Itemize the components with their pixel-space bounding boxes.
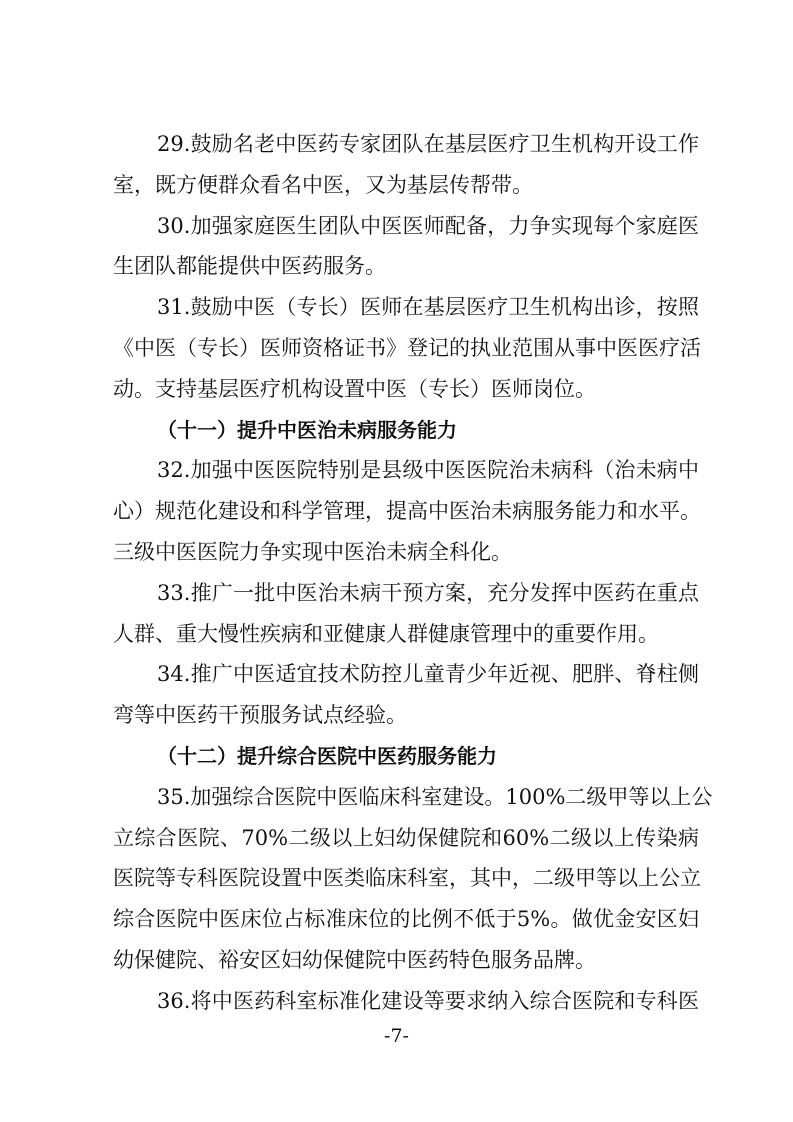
- paragraph: [113, 450, 699, 572]
- heading-text: （十一）提升中医治未病服务能力: [157, 417, 457, 442]
- text-line: 33.推广一批中医治未病干预方案，充分发挥中医药在重点: [157, 580, 699, 605]
- text-line: 32.加强中医医院特别是县级中医医院治未病科（治未病中: [157, 458, 699, 483]
- paragraph: [113, 124, 699, 206]
- text-line: 《中医（专长）医师资格证书》登记的执业范围从事中医医疗活: [113, 335, 701, 360]
- paragraph: [113, 573, 699, 655]
- text-line: 31.鼓励中医（专长）医师在基层医疗卫生机构出诊，按照: [157, 295, 699, 320]
- text-line: 35.加强综合医院中医临床科室建设。100%二级甲等以上公: [157, 784, 713, 809]
- section-heading: [113, 736, 699, 777]
- paragraph: [113, 287, 699, 409]
- heading-text: （十二）提升综合医院中医药服务能力: [157, 743, 497, 768]
- paragraph: [113, 777, 713, 981]
- text-line: 生团队都能提供中医药服务。: [113, 254, 386, 279]
- text-line: 综合医院中医床位占标准床位的比例不低于5%。做优金安区妇: [113, 907, 699, 932]
- document-body: [113, 124, 713, 1022]
- paragraph: [113, 206, 699, 288]
- text-line: 29.鼓励名老中医药专家团队在基层医疗卫生机构开设工作: [157, 132, 699, 156]
- text-line: 立综合医院、70%二级以上妇幼保健院和60%二级以上传染病: [113, 825, 699, 850]
- text-line: 室，既方便群众看名中医，又为基层传帮带。: [113, 172, 533, 197]
- text-line: 弯等中医药干预服务试点经验。: [113, 703, 407, 728]
- text-line: 医院等专科医院设置中医类临床科室，其中，二级甲等以上公立: [113, 866, 701, 891]
- text-line: 三级中医医院力争实现中医治未病全科化。: [113, 539, 512, 564]
- text-line: 36.将中医药科室标准化建设等要求纳入综合医院和专科医: [157, 988, 699, 1013]
- text-line: 人群、重大慢性疾病和亚健康人群健康管理中的重要作用。: [113, 621, 659, 646]
- text-line: 动。支持基层医疗机构设置中医（专长）医师岗位。: [113, 376, 596, 401]
- paragraph: [113, 981, 699, 1022]
- text-line: 幼保健院、裕安区妇幼保健院中医药特色服务品牌。: [113, 947, 596, 972]
- text-line: 30.加强家庭医生团队中医医师配备，力争实现每个家庭医: [157, 213, 699, 238]
- paragraph: [113, 654, 699, 736]
- text-line: 心）规范化建设和科学管理，提高中医治未病服务能力和水平。: [113, 499, 701, 524]
- text-line: 34.推广中医适宜技术防控儿童青少年近视、肥胖、脊柱侧: [157, 662, 699, 687]
- section-heading: [113, 410, 699, 451]
- page-number: -7-: [384, 1025, 409, 1047]
